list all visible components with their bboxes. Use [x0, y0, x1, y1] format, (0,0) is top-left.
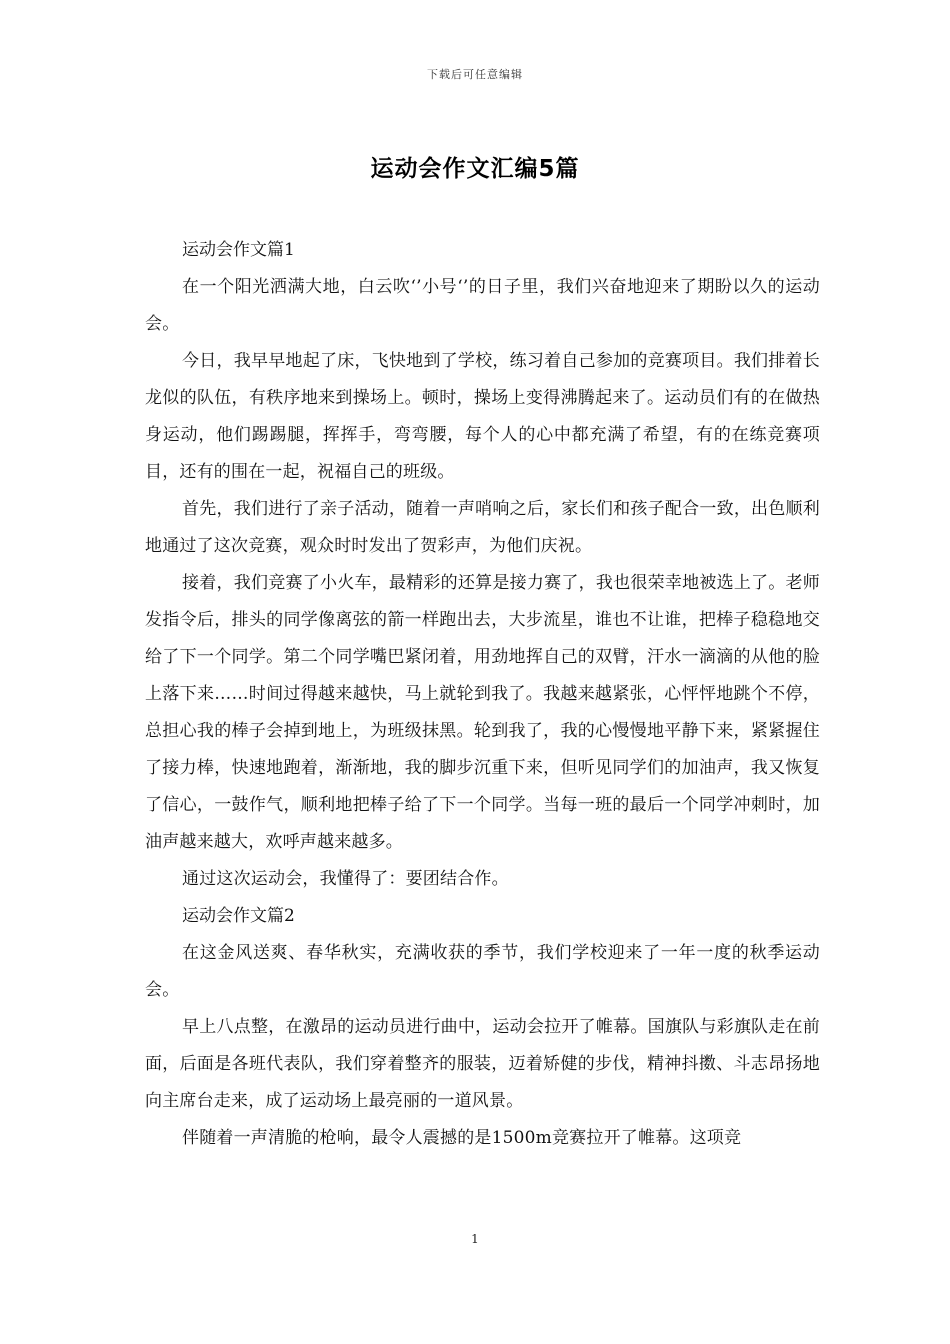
header-note: 下载后可任意编辑 [427, 68, 523, 81]
paragraph: 伴随着一声清脆的枪响，最令人震撼的是1500m竞赛拉开了帷幕。这项竞 [182, 1128, 742, 1148]
paragraph: 接着，我们竞赛了小火车，最精彩的还算是接力赛了，我也很荣幸地被选上了。老师发指令后，排头的同学像离弦的箭一样跑出去，大步流星，谁也不让谁，把棒子稳稳地交给了下一个同学。第二个同学嘴巴紧闭着，用劲地挥自己的双臂，汗水一滴滴的从他的脸上落下来……时间过得越来越快，马上就轮到我了。我越来越紧张，心怦怦地跳个不停，总担心我的棒子会掉到地上，为班级抹黑。轮到我了，我的心慢慢地平静下来，紧紧握住了接力棒，快速地跑着，渐渐地，我的脚步沉重下来，但听见同学们的加油声，我又恢复了信心，一鼓作气，顺利地把棒子给了下一个同学。当每一班的最后一个同学冲刺时，加油声越来越大，欢呼声越来越多。 [145, 573, 820, 852]
paragraph: 在一个阳光洒满大地，白云吹‘’小号‘’的日子里，我们兴奋地迎来了期盼以久的运动会。 [145, 277, 820, 334]
paragraph: 今日，我早早地起了床，飞快地到了学校，练习着自己参加的竞赛项目。我们排着长龙似的队伍，有秩序地来到操场上。顿时，操场上变得沸腾起来了。运动员们有的在做热身运动，他们踢踢腿，挥挥手，弯弯腰，每个人的心中都充满了希望，有的在练竞赛项目，还有的围在一起，祝福自己的班级。 [145, 351, 820, 482]
document-title: 运动会作文汇编5篇 [370, 156, 580, 182]
paragraph: 首先，我们进行了亲子活动，随着一声哨响之后，家长们和孩子配合一致，出色顺利地通过了这次竞赛，观众时时发出了贺彩声，为他们庆祝。 [145, 499, 820, 556]
paragraph: 在这金风送爽、春华秋实，充满收获的季节，我们学校迎来了一年一度的秋季运动会。 [145, 943, 820, 1000]
page-number: 1 [471, 1232, 479, 1246]
document-body [145, 232, 820, 1157]
paragraph: 早上八点整，在激昂的运动员进行曲中，运动会拉开了帷幕。国旗队与彩旗队走在前面，后面是各班代表队，我们穿着整齐的服装，迈着矫健的步伐，精神抖擞、斗志昂扬地向主席台走来，成了运动场上最亮丽的一道风景。 [145, 1017, 820, 1111]
paragraph: 通过这次运动会，我懂得了：要团结合作。 [182, 869, 509, 889]
section-heading: 运动会作文篇2 [182, 906, 295, 926]
section-heading: 运动会作文篇1 [182, 240, 295, 260]
